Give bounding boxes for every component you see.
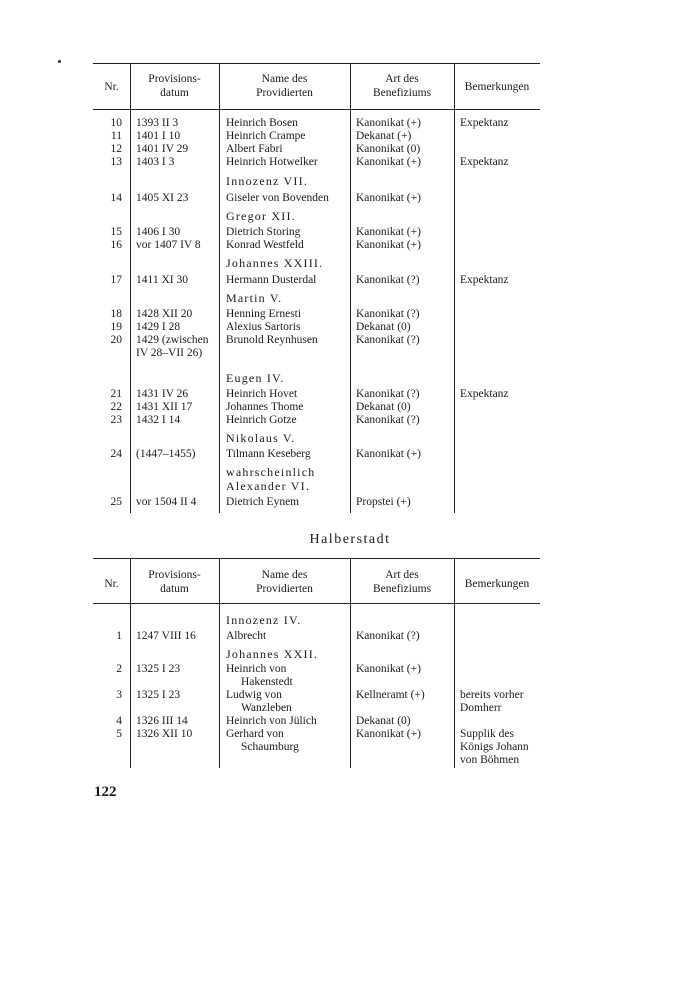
section-title: Halberstadt (309, 532, 391, 547)
header-name-2: Providierten (256, 87, 313, 99)
row-art: Dekanat (+) (356, 130, 412, 142)
row-name: Heinrich Hotwelker (226, 156, 318, 168)
column-divider (454, 63, 455, 513)
row-remark-cont: Domherr (460, 702, 502, 714)
row-name: Henning Ernesti (226, 308, 302, 320)
row-date: 1405 XI 23 (136, 192, 189, 204)
row-art: Kanonikat (+) (356, 448, 421, 460)
row-remark: bereits vorher (460, 689, 524, 701)
header-art-2: Benefiziums (372, 87, 432, 99)
page-number: 122 (94, 784, 117, 800)
row-art: Kanonikat (+) (356, 117, 421, 129)
column-divider (219, 63, 220, 513)
header-name-2: Providierten (256, 583, 313, 595)
pope-heading: Nikolaus V. (226, 431, 296, 445)
row-name: Tilmann Keseberg (226, 448, 311, 460)
row-date: vor 1504 II 4 (136, 496, 197, 508)
row-date: 1401 IV 29 (136, 143, 189, 155)
row-nr: 11 (110, 130, 122, 142)
row-art: Propstei (+) (356, 496, 411, 508)
pope-heading: Innozenz IV. (226, 613, 302, 627)
row-date: 1431 IV 26 (136, 388, 189, 400)
row-nr: 23 (110, 414, 122, 426)
row-art: Kanonikat (?) (356, 388, 420, 400)
row-date: 1403 I 3 (136, 156, 175, 168)
speck-mark (58, 60, 61, 63)
header-art-2: Benefiziums (372, 583, 432, 595)
row-name: Brunold Reynhusen (226, 334, 318, 346)
row-name: Heinrich von (226, 663, 287, 675)
row-nr: 17 (110, 274, 122, 286)
row-name: Johannes Thome (226, 401, 304, 413)
row-remark: Expektanz (460, 156, 509, 168)
row-nr: 24 (110, 448, 122, 460)
row-nr: 16 (110, 239, 122, 251)
header-art-1: Art des (385, 569, 419, 581)
row-art: Dekanat (0) (356, 321, 411, 333)
row-date: 1411 XI 30 (136, 274, 188, 286)
row-art: Dekanat (0) (356, 401, 411, 413)
header-provisionsdatum-1: Provisions- (148, 73, 201, 85)
pope-heading: Eugen IV. (226, 371, 285, 385)
row-remark-cont: von Böhmen (460, 754, 520, 766)
row-art: Kanonikat (?) (356, 274, 420, 286)
row-name: Albert Fabri (226, 143, 283, 155)
row-art: Kanonikat (+) (356, 226, 421, 238)
header-bemerkungen: Bemerkungen (464, 81, 530, 93)
row-nr: 14 (110, 192, 122, 204)
row-name: Heinrich Gotze (226, 414, 297, 426)
row-date: 1429 I 28 (136, 321, 181, 333)
row-nr: 13 (110, 156, 122, 168)
header-bemerkungen: Bemerkungen (464, 578, 530, 590)
row-remark: Expektanz (460, 117, 509, 129)
row-date: 1393 II 3 (136, 117, 179, 129)
table-header-rule (93, 603, 540, 604)
table-provisions-1 (93, 63, 540, 513)
row-remark-cont: Königs Johann (460, 741, 529, 753)
header-name-1: Name des (261, 569, 308, 581)
row-name: Heinrich Crampe (226, 130, 306, 142)
row-art: Kanonikat (+) (356, 156, 421, 168)
row-date: 1431 XII 17 (136, 401, 193, 413)
row-name: Dietrich Storing (226, 226, 301, 238)
row-name: Konrad Westfeld (226, 239, 304, 251)
row-date: 1401 I 10 (136, 130, 181, 142)
pope-heading: Alexander VI. (226, 479, 311, 493)
row-name: Heinrich von Jülich (226, 715, 317, 727)
header-nr: Nr. (104, 578, 119, 590)
pope-heading: Johannes XXII. (226, 647, 319, 661)
row-nr: 2 (116, 663, 122, 675)
header-nr: Nr. (104, 81, 119, 93)
row-name: Giseler von Bovenden (226, 192, 329, 204)
row-date: 1432 I 14 (136, 414, 181, 426)
table-provisions-2 (93, 558, 540, 768)
row-art: Kanonikat (?) (356, 630, 420, 642)
row-art: Dekanat (0) (356, 715, 411, 727)
row-art: Kanonikat (+) (356, 192, 421, 204)
row-remark: Expektanz (460, 274, 509, 286)
row-art: Kanonikat (?) (356, 414, 420, 426)
pope-heading: wahrscheinlich (226, 465, 316, 479)
header-provisionsdatum-2: datum (160, 583, 189, 595)
row-name-cont: Schaumburg (241, 741, 299, 753)
row-name: Gerhard von (226, 728, 284, 740)
row-art: Kanonikat (0) (356, 143, 421, 155)
row-name: Heinrich Bosen (226, 117, 298, 129)
row-date: 1325 I 23 (136, 689, 181, 701)
row-date: (1447–1455) (136, 448, 196, 460)
row-name: Dietrich Eynem (226, 496, 300, 508)
header-name-1: Name des (261, 73, 308, 85)
row-nr: 12 (110, 143, 122, 155)
header-provisionsdatum-2: datum (160, 87, 189, 99)
row-date: 1428 XII 20 (136, 308, 193, 320)
row-nr: 18 (110, 308, 122, 320)
row-name: Albrecht (226, 630, 267, 642)
row-name-cont: Wanzleben (241, 702, 292, 714)
row-date: 1325 I 23 (136, 663, 181, 675)
row-nr: 20 (110, 334, 122, 346)
pope-heading: Johannes XXIII. (226, 256, 324, 270)
row-nr: 25 (110, 496, 122, 508)
row-nr: 21 (110, 388, 122, 400)
row-name: Hermann Dusterdal (226, 274, 317, 286)
row-art: Kellneramt (+) (356, 689, 425, 701)
row-date: 1406 I 30 (136, 226, 181, 238)
row-name: Alexius Sartoris (226, 321, 301, 333)
pope-heading: Gregor XII. (226, 209, 296, 223)
row-art: Kanonikat (+) (356, 239, 421, 251)
pope-heading: Innozenz VII. (226, 174, 309, 188)
row-date: 1429 (zwischen (136, 334, 209, 346)
row-art: Kanonikat (?) (356, 334, 420, 346)
row-nr: 5 (116, 728, 122, 740)
row-date-cont: IV 28–VII 26) (136, 347, 203, 359)
column-divider (130, 63, 131, 513)
row-art: Kanonikat (+) (356, 728, 421, 740)
table-top-rule (93, 558, 540, 559)
row-name: Ludwig von (226, 689, 282, 701)
pope-heading: Martin V. (226, 291, 283, 305)
row-name-cont: Hakenstedt (241, 676, 293, 688)
row-nr: 3 (116, 689, 122, 701)
row-nr: 10 (110, 117, 122, 129)
row-date: vor 1407 IV 8 (136, 239, 201, 251)
table-top-rule (93, 63, 540, 64)
row-nr: 1 (116, 630, 122, 642)
row-remark: Supplik des (460, 728, 514, 740)
row-name: Heinrich Hovet (226, 388, 298, 400)
row-date: 1326 III 14 (136, 715, 188, 727)
header-provisionsdatum-1: Provisions- (148, 569, 201, 581)
table-header-rule (93, 109, 540, 110)
row-date: 1247 VIII 16 (136, 630, 196, 642)
header-art-1: Art des (385, 73, 419, 85)
row-art: Kanonikat (+) (356, 663, 421, 675)
row-nr: 19 (110, 321, 122, 333)
row-nr: 15 (110, 226, 122, 238)
row-date: 1326 XII 10 (136, 728, 193, 740)
row-art: Kanonikat (?) (356, 308, 420, 320)
row-remark: Expektanz (460, 388, 509, 400)
row-nr: 22 (110, 401, 122, 413)
row-nr: 4 (116, 715, 122, 727)
column-divider (350, 63, 351, 513)
